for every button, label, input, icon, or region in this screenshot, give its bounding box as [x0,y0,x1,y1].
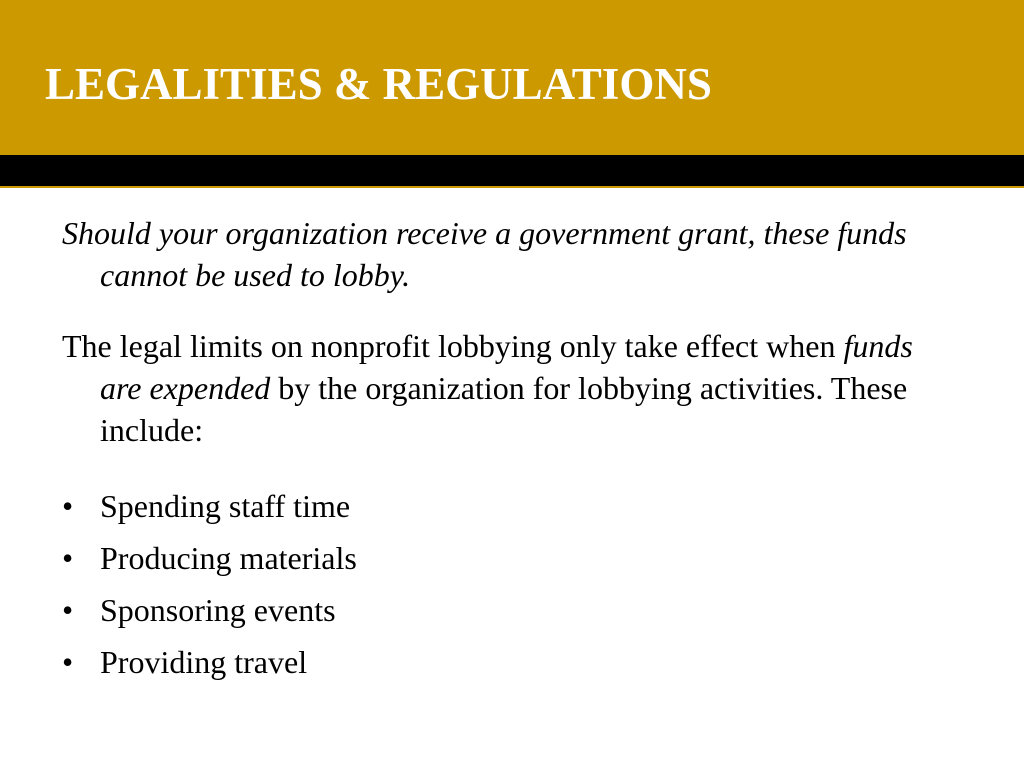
list-item-text: Sponsoring events [100,592,336,628]
list-item [62,584,962,636]
legal-limits-paragraph [62,325,962,451]
slide-body [62,212,962,688]
grant-paragraph: Should your organization receive a government grant, these funds cannot be used to lobby. [62,215,907,293]
bullet-icon: • [62,540,74,576]
bullet-icon: • [62,644,74,680]
bullet-icon: • [62,592,74,628]
legal-limits-text-before: The legal limits on nonprofit lobbying only take effect when [62,328,844,364]
list-item [62,480,962,532]
bullet-icon: • [62,488,74,524]
list-item [62,532,962,584]
list-item-text: Spending staff time [100,488,351,524]
legal-limits-text-after: by the organization for lobbying activities. These include: [100,370,908,448]
black-divider-band [0,155,1024,187]
lobbying-activities-list [62,480,962,688]
slide-title: LEGALITIES & REGULATIONS [45,59,712,109]
list-item-text: Providing travel [100,644,308,680]
title-bar [0,0,1024,155]
gold-divider-line [0,186,1024,188]
funds-expended-emphasis: funds are expended [100,328,913,406]
list-item [62,636,962,688]
list-item-text: Producing materials [100,540,357,576]
